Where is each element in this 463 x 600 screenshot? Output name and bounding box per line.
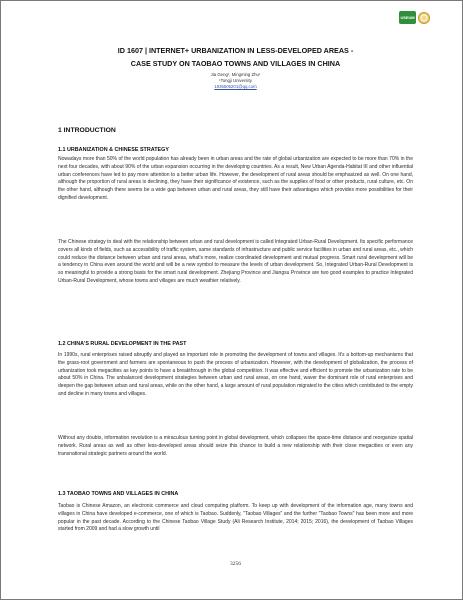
paragraph-3: In 1990s, rural enterprises raised abruptly and played an important role in promoting the development of towns and villages. It's a bottom-up mechanisms that the grass-root government and farmers are spontaneous to push the process of urbanization. However, with the development of globalization, the process of urbanization took megacities as key points to have a breakthrough in the global competition. It was effective and efficient to promote the urbanization rate to be about 50% in China. The unbalanced development strategies between urban and rural areas, on one hand, waver the dominant role of rural enterprises and deepen the gap between urban and rural areas, while on the other hand, a large amount of rural population migrated to the cities which contributed to the empty and decline in many towns and villages.: [58, 352, 413, 397]
paragraph-5: Taobao is Chinese Amazon, an electronic commerce and cloud computing platform. To keep up with development of the information age, many towns and villages in China have developed e-commerce, one of which is Taobao. Suddenly, "Taobao Villages" and the further "Taobao Towns" has been more and more popular in the past decade. According to the Chinese Taobao Village Study (Ali Research Institute, 2014; 2015; 2016), the development of Taobao Villages started from 2009 and had a slow growth until: [58, 503, 413, 533]
paper-title: [58, 44, 413, 70]
subsection-heading-1-1: 1.1 URBANIZATION & CHINESE STRATEGY: [58, 147, 169, 153]
section-heading-introduction: 1 INTRODUCTION: [58, 127, 116, 134]
seal-icon: [418, 12, 430, 24]
paragraph-1: Nowadays more than 50% of the world population has already been in urban areas and the rate of global urbanization are expected to be more than 70% in the next four decades, with about 90% of the urban expansion occurring in the developing countries. As a result, New Urban Agenda-Habitat III and other influential urban conferences have led to pay more attention to a better urban life. However, the development of rural areas should be emphasized as well. On one hand, although the proportion of rural areas is declining, they have their significance of existence, such as the supplies of food or other products, rural culture, etc. On the other hand, although there seems be a wide gap between urban and rural areas, they still have their advantages which provides more possibilities for their dignified development.: [58, 156, 413, 201]
author-affiliation: ¹Tongji University: [219, 78, 252, 83]
title-line-2: CASE STUDY ON TAOBAO TOWNS AND VILLAGES IN CHINA: [130, 59, 341, 68]
subsection-heading-1-3: 1.3 TAOBAO TOWNS AND VILLAGES IN CHINA: [58, 491, 179, 497]
author-email-link[interactable]: 1935506201@qq.com: [214, 84, 257, 89]
author-names: Jia Geng¹, Mingming Zhu¹: [210, 72, 261, 77]
conference-logo: [399, 10, 430, 25]
subsection-heading-1-2: 1.2 CHINA'S RURAL DEVELOPMENT IN THE PAST: [58, 341, 187, 347]
paragraph-2: The Chinese strategy to deal with the relationship between urban and rural development is called Integrated Urban-Rural Development. Its specific performance covers all kinds of fields, such as accessibility of traffic system, same standards of infrastructure and public service facilities in urban and rural areas, etc., which could reduce the distance between urban and rural areas, what's more, realize coordinated development and mutual progress. Smart rural development will be a tendency in China even around the world and will be a new symbol to measure the levels of urban development. So, Integrated Urban-Rural Development is so meaningful to provide a strong basis for the smart rural development. Zhejiang Province and Jiangsu Province are two good examples to practice Integrated Urban-Rural Development, whose towns and villages are much weathier relatively.: [58, 239, 413, 284]
title-line-1: ID 1607 | INTERNET+ URBANIZATION IN LESS-DEVELOPED AREAS -: [117, 46, 354, 55]
page-number: 3256: [230, 561, 241, 567]
paragraph-4: Without any doubts, information revolution is a miraculous turning point in global development, which collapses the space-time distance and reorganize spatial network. Rural areas as well as other less-developed areas should seize this chance to build a new relationship with their close megacities or even any transnational strategic partners around the world.: [58, 435, 413, 457]
logo-badge: USEUM: [399, 11, 416, 24]
